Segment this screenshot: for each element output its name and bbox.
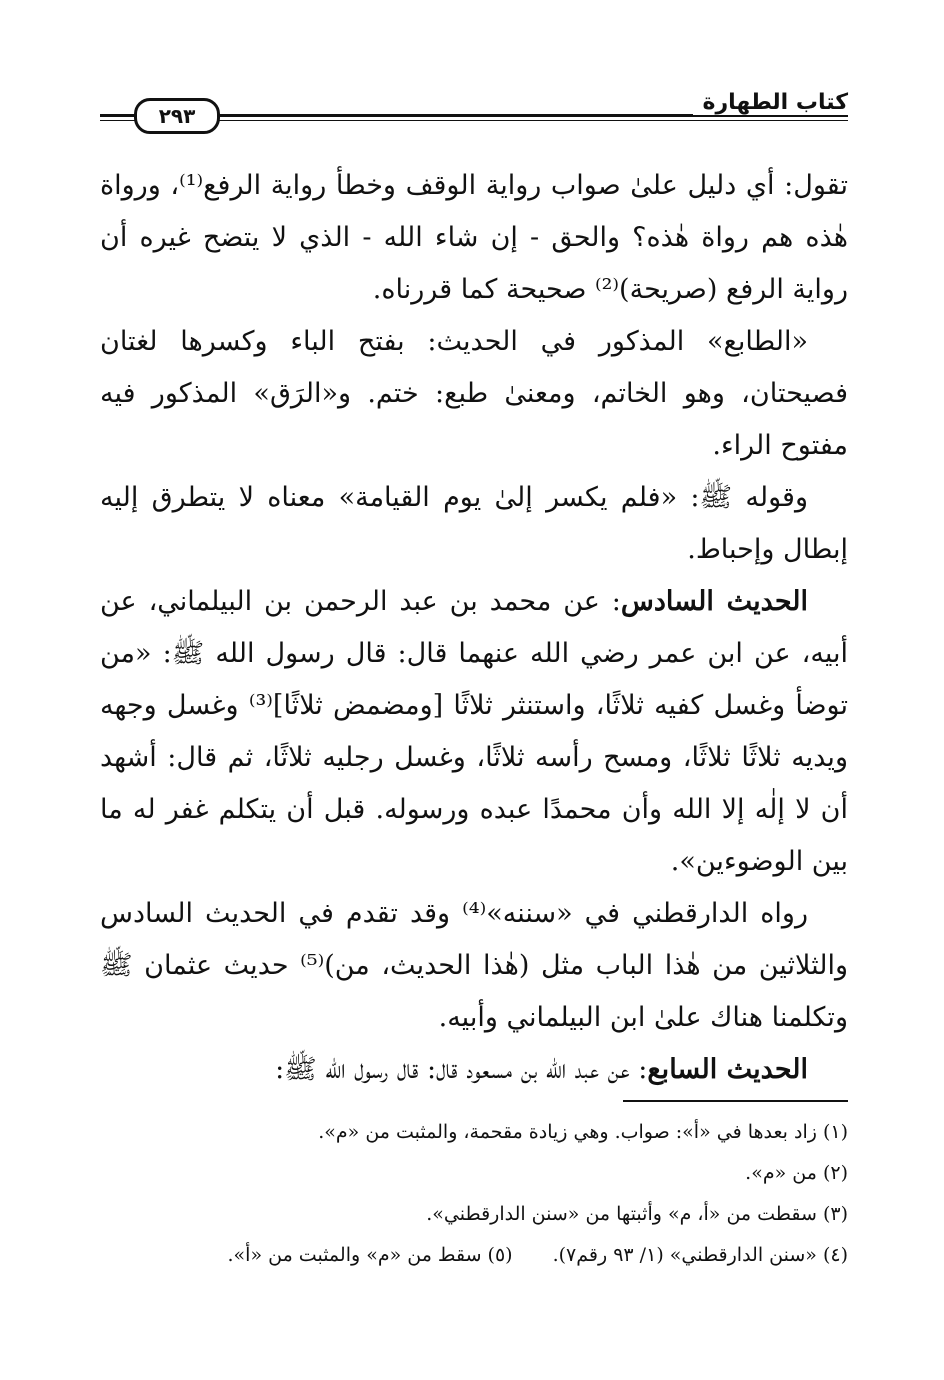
footnote: (٣) سقطت من «أ، م» وأثبتها من «سنن الدارقطني». (426, 1203, 848, 1225)
paragraph: «الطابع» المذكور في الحديث: بفتح الباء وكسرها لغتان فصيحتان، وهو الخاتم، ومعنىٰ طبع: ختم. و«الرَق» المذكور فيه مفتوح الراء. (100, 326, 848, 461)
footnote: (٥) سقط من «م» والمثبت من «أ». (227, 1244, 513, 1266)
paragraph: رواه الدارقطني في «سننه»⁽⁴⁾ وقد تقدم في الحديث السادس والثلاثين من هٰذا الباب مثل (هٰذا الحديث، من)⁽⁵⁾ حديث عثمان ﷺ وتكلمنا هناك علىٰ ابن البيلماني وأبيه. (100, 898, 848, 1033)
main-text (100, 160, 848, 1096)
hadith-heading: الحديث السابع (647, 1054, 808, 1085)
paragraph (100, 1044, 848, 1096)
hadith-text: : عن محمد بن عبد الرحمن بن البيلماني، عن أبيه، عن ابن عمر رضي الله عنهما قال: قال رسول الله ﷺ: «من توضأ وغسل كفيه ثلاثًا، واستنثر ثلاثًا [ومضمض ثلاثًا]⁽³⁾ وغسل وجهه ويديه ثلاثًا ثلاثًا، ومسح رأسه ثلاثًا، وغسل رجليه ثلاثًا، ثم قال: أشهد أن لا إلٰه إلا الله وأن محمدًا عبده ورسوله. قبل أن يتكلم غفر له ما بين الوضوءين». (100, 586, 849, 877)
hadith-heading: الحديث السادس (620, 586, 808, 617)
footnote: (٢) من «م». (745, 1162, 848, 1184)
footnote: (٤) «سنن الدارقطني» (١/ ٩٣ رقم٧). (552, 1244, 848, 1266)
footnote-row (100, 1235, 848, 1276)
footnote-separator (623, 1100, 848, 1102)
paragraph (100, 576, 848, 888)
page-header (100, 92, 848, 136)
book-title: كتاب الطهارة (693, 90, 848, 115)
paragraph: وقوله ﷺ: «فلم يكسر إلىٰ يوم القيامة» معناه لا يتطرق إليه إبطال وإحباط. (100, 482, 848, 565)
paragraph: تقول: أي دليل علىٰ صواب رواية الوقف وخطأ رواية الرفع⁽¹⁾، ورواة هٰذه هم رواة هٰذه؟ والحق - إن شاء الله - الذي لا يتضح غيره أن رواية الرفع (صريحة)⁽²⁾ صحيحة كما قررناه. (100, 170, 848, 305)
footnote: (١) زاد بعدها في «أ»: صواب. وهي زيادة مقحمة، والمثبت من «م». (318, 1121, 848, 1143)
footnotes (100, 1112, 848, 1276)
hadith-text: : عن عبد الله بن مسعود قال: قال رسول الله ﷺ: (275, 1054, 648, 1085)
page-number: ٢٩٣ (134, 98, 220, 134)
